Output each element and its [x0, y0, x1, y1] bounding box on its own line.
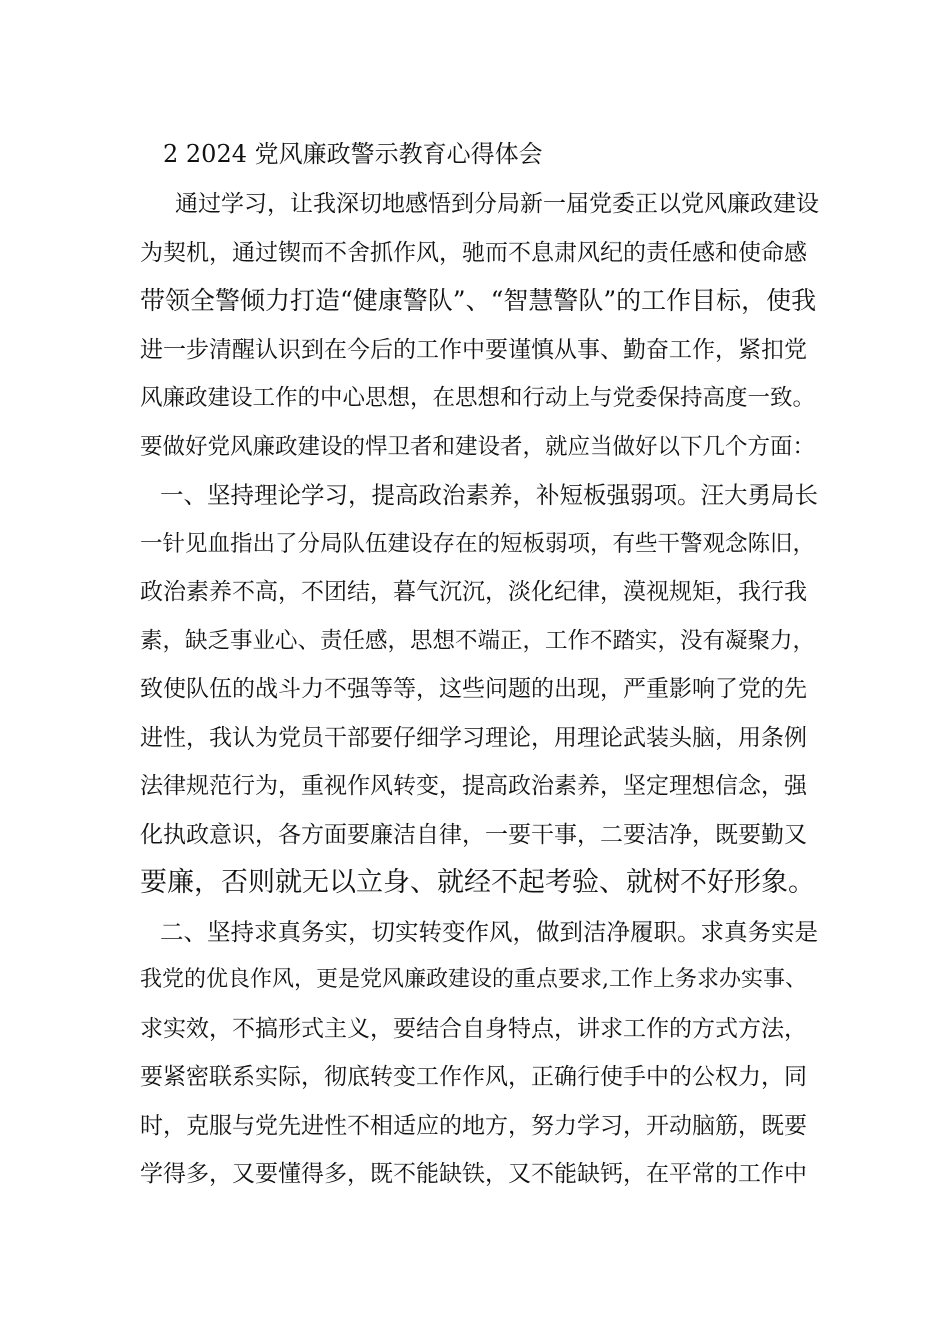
body-line: 时，克服与党先进性不相适应的地方，努力学习，开动脑筋，既要 [140, 1113, 807, 1139]
body-line: 带领全警倾力打造“健康警队”、“智慧警队”的工作目标，使我 [140, 286, 817, 315]
body-line: 素，缺乏事业心、责任感，思想不端正，工作不踏实，没有凝聚力， [140, 628, 816, 654]
body-line: 二、坚持求真务实，切实转变作风，做到洁净履职。求真务实是 [160, 918, 818, 946]
body-line: 我党的优良作风，更是党风廉政建设的重点要求,工作上务求办实事、 [140, 967, 807, 992]
body-line: 进性，我认为党员干部要仔细学习理论，用理论武装头脑，用条例 [140, 725, 807, 751]
body-line: 学得多，又要懂得多，既不能缺铁，又不能缺钙，在平常的工作中 [140, 1161, 807, 1187]
body-line: 风廉政建设工作的中心思想，在思想和行动上与党委保持高度一致。 [140, 385, 816, 411]
body-line: 为契机，通过锲而不舍抓作风，驰而不息肃风纪的责任感和使命感 [140, 240, 807, 266]
body-line: 一、坚持理论学习，提高政治素养，补短板强弱项。汪大勇局长 [160, 481, 818, 509]
body-line: 通过学习，让我深切地感悟到分局新一届党委正以党风廉政建设 [175, 191, 819, 217]
body-line: 求实效，不搞形式主义，要结合自身特点，讲求工作的方式方法， [140, 1016, 807, 1042]
body-line: 要做好党风廉政建设的悍卫者和建设者，就应当做好以下几个方面： [140, 434, 816, 460]
body-line: 进一步清醒认识到在今后的工作中要谨慎从事、勤奋工作，紧扣党 [140, 337, 807, 363]
body-line: 致使队伍的战斗力不强等等，这些问题的出现，严重影响了党的先 [140, 676, 807, 702]
body-line: 要廉，否则就无以立身、就经不起考验、就树不好形象。 [140, 867, 815, 898]
body-line: 要紧密联系实际，彻底转变工作作风，正确行使手中的公权力，同 [140, 1064, 807, 1090]
body-line: 法律规范行为，重视作风转变，提高政治素养，坚定理想信念，强 [140, 773, 807, 799]
body-line: 化执政意识，各方面要廉洁自律，一要干事，二要洁净，既要勤又 [140, 822, 807, 848]
document-title: 2 2024 党风廉政警示教育心得体会 [163, 140, 543, 168]
body-line: 政治素养不高，不团结，暮气沉沉，淡化纪律，漠视规矩，我行我 [140, 579, 807, 605]
body-line: 一针见血指出了分局队伍建设存在的短板弱项，有些干警观念陈旧， [140, 531, 816, 557]
